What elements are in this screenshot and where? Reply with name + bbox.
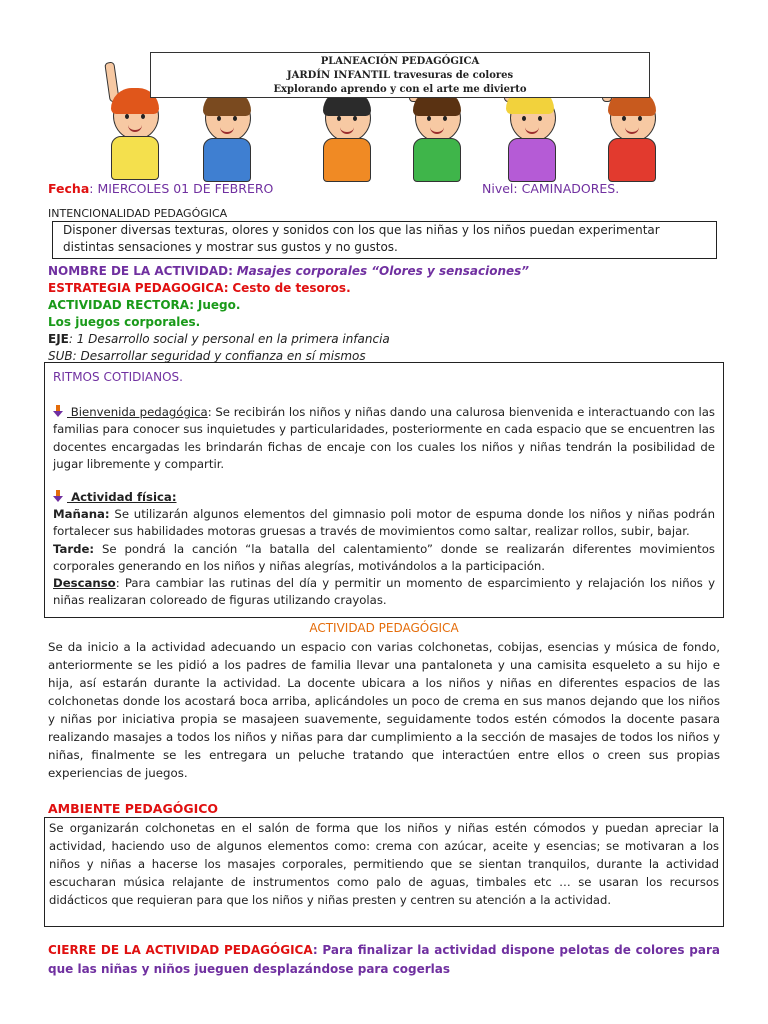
afternoon-text: Se pondrá la canción “la batalla del calentamiento” donde se realizarán diferentes movimientos corporales generando en los niños y niñas alegrías, motivándolos a la participación. <box>53 541 715 573</box>
strategy-label: ESTRATEGIA PEDAGOGICA: <box>48 281 229 295</box>
rest-label: Descanso <box>53 576 116 591</box>
activity-name-line <box>48 263 728 280</box>
guiding-activity-value: Juego. <box>197 298 241 312</box>
morning-text: Se utilizarán algunos elementos del gimnasio poli motor de espuma donde los niños y niñas podrán fortalecer sus habilidades motoras gruesas a través de movimientos como saltar, realizar rollos, subir, bajar. <box>53 507 715 539</box>
activity-name-value: Masajes corporales “Olores y sensaciones” <box>236 264 530 278</box>
intentionality-box <box>52 221 717 259</box>
strategy-line <box>48 280 728 297</box>
level-value: CAMINADORES. <box>521 181 620 196</box>
afternoon-paragraph <box>53 541 715 575</box>
environment-text: Se organizarán colchonetas en el salón de forma que los niños y niñas estén cómodos y puedan apreciar la actividad, haciendo uso de algunos elementos como: crema con azúcar, aceite y esencias; se motivaran a los niños y niñas a hacerse los masajes corporales, permitiendo que se sientan tranquilos, durante la actividad escucharan música relajante de instrumentos como palo de aguas, timbales etc … se usaran los recursos didácticos que requieran para que los niños y niñas presten y centren su atención a la actividad. <box>49 821 719 907</box>
level-label: Nivel: <box>482 181 518 196</box>
level-line <box>482 180 619 197</box>
morning-paragraph <box>53 506 715 540</box>
header-title: PLANEACIÓN PEDAGÓGICA <box>320 56 480 67</box>
header-banner <box>105 50 675 168</box>
activity-name-label: NOMBRE DE LA ACTIVIDAD: <box>48 264 233 278</box>
arrow-bullet-icon <box>53 405 63 417</box>
games-line: Los juegos corporales. <box>48 315 201 329</box>
header-motto: Explorando aprendo y con el arte me divierto <box>273 84 527 95</box>
pedagogical-activity-text: Se da inicio a la actividad adecuando un espacio con varias colchonetas, cobijas, esencias y música de fondo, anteriormente se les pidió a los padres de familia llevar una pantaloneta y una camisita esqueleto a su hijo e hija, así estarán durante la actividad. La docente ubicara a los niños y niñas en diferentes espacios de las colchonetas donde los acostará boca arriba, aplicándoles un poco de crema en sus manos dejando que los niños y niñas por iniciativa propia se masajeen suavemente, seguidamente todos estén cómodos la docente pasara realizando masajes a todos los niños y niñas para dar cumplimiento a la sección de masajes de todos los niños y niñas, finalmente se les entregara un peluche tratando que interactúen entre ellos o creen sus propias experiencias de juegos. <box>48 640 720 780</box>
closing-paragraph <box>48 941 720 979</box>
date-label: Fecha <box>48 181 90 196</box>
welcome-paragraph <box>53 404 715 473</box>
activity-info <box>48 263 728 365</box>
header-sign <box>150 52 650 98</box>
physical-activity-label: Actividad física: <box>67 490 177 505</box>
date-value: MIERCOLES 01 DE FEBRERO <box>97 181 274 196</box>
daily-rhythms-title: RITMOS COTIDIANOS. <box>53 370 183 384</box>
guiding-activity-label: ACTIVIDAD RECTORA: <box>48 298 195 312</box>
pedagogical-activity-title: ACTIVIDAD PEDAGÓGICA <box>309 621 459 635</box>
strategy-value: Cesto de tesoros. <box>232 281 351 295</box>
rest-paragraph <box>53 575 715 609</box>
welcome-text: : Se recibirán los niños y niñas dando una calurosa bienvenida e interactuando con las familias para conocer sus inquietudes y particularidades, posteriormente en cada espacio que se encuentren las docentes encargadas les brindarán fichas de encaje con los cuales los niños y niñas tendrán la posibilidad de jugar libremente y compartir. <box>53 405 715 471</box>
daily-rhythms-box <box>44 362 724 618</box>
environment-title: AMBIENTE PEDAGÓGICO <box>48 801 219 816</box>
afternoon-label: Tarde: <box>53 541 95 556</box>
intentionality-text: Disponer diversas texturas, olores y sonidos con los que las niñas y los niños puedan experimentar distintas sensaciones y mostrar sus gustos y no gustos. <box>63 223 660 254</box>
physical-activity-heading <box>53 489 715 506</box>
intentionality-title: INTENCIONALIDAD PEDAGÓGICA <box>48 207 228 220</box>
axis-line <box>48 331 728 348</box>
sub-axis-line: SUB: Desarrollar seguridad y confianza en sí mismos <box>48 349 366 363</box>
header-school-name: JARDÍN INFANTIL travesuras de colores <box>286 70 514 81</box>
guiding-activity-line <box>48 297 728 314</box>
environment-box <box>44 817 724 927</box>
closing-label: CIERRE DE LA ACTIVIDAD PEDAGÓGICA <box>48 943 313 957</box>
welcome-label: Bienvenida pedagógica <box>67 405 208 420</box>
morning-label: Mañana: <box>53 507 110 522</box>
rest-text: : Para cambiar las rutinas del día y permitir un momento de esparcimiento y relajación los niños y niñas realizaran coloreado de figuras utilizando crayolas. <box>53 576 715 608</box>
date-line: Fecha: MIERCOLES 01 DE FEBRERO <box>48 181 274 196</box>
closing-text: : Para finalizar la actividad dispone pelotas de colores para que las niñas y niños jueguen desplazándose para cogerlas <box>48 943 721 976</box>
axis-value: : 1 Desarrollo social y personal en la primera infancia <box>68 332 390 346</box>
arrow-bullet-icon <box>53 490 63 502</box>
axis-label: EJE <box>48 332 69 346</box>
